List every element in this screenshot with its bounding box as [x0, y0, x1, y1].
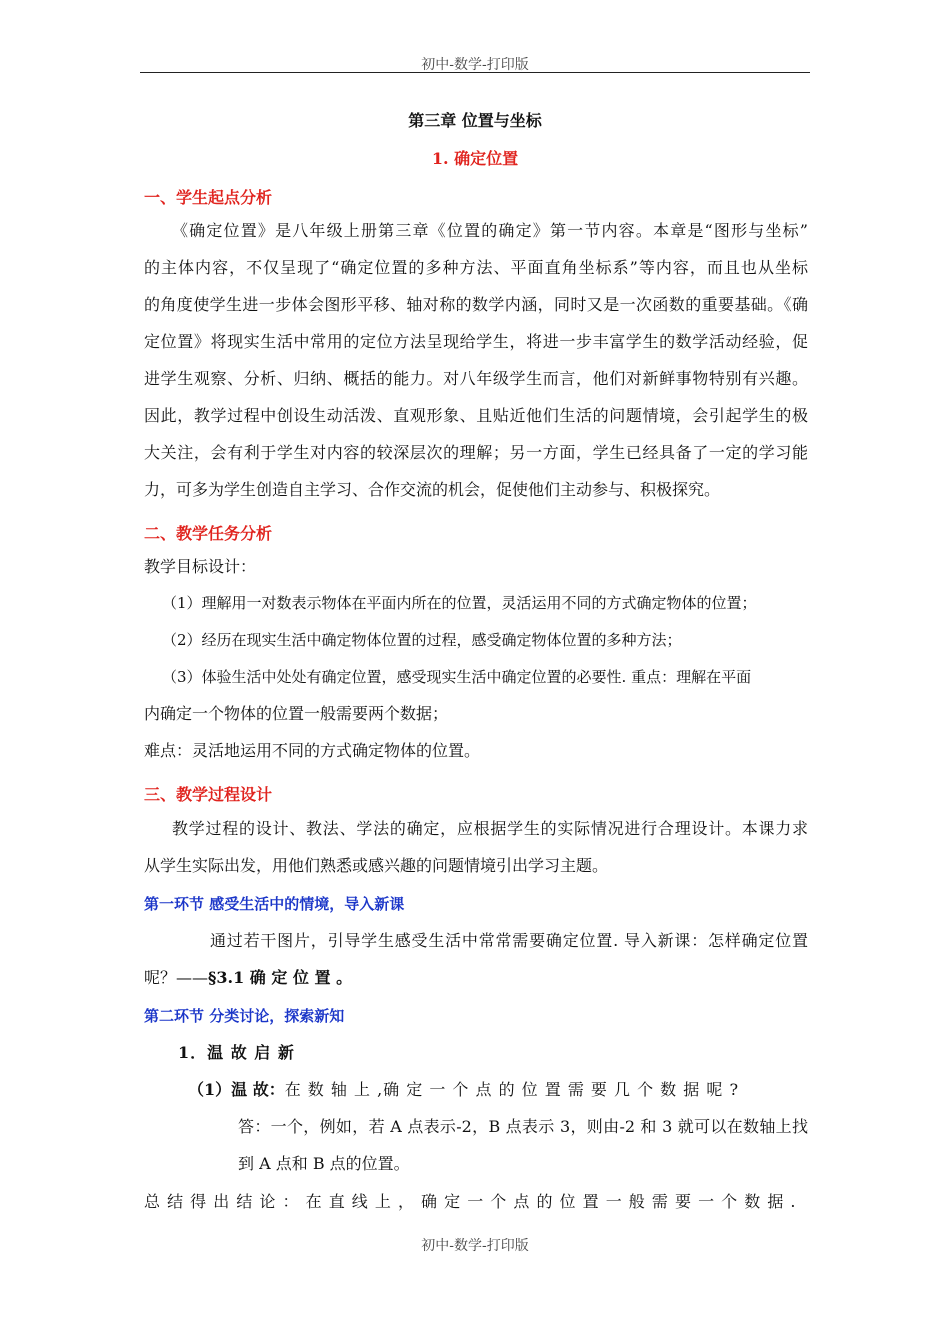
- difficulty-text: 难点：灵活地运用不同的方式确定物体的位置。: [144, 741, 481, 760]
- review-title: 1．温 故 启 新: [178, 1043, 295, 1062]
- question-text: 在 数 轴 上 ,确 定 一 个 点 的 位 置 需 要 几 个 数 据 呢 ?: [284, 1080, 740, 1099]
- page-footer: 初中-数学-打印版: [421, 1238, 529, 1254]
- step1-line-2-text: 呢？——: [144, 968, 209, 987]
- section1-line-2: 的主体内容，不仅呈现了“确定位置的多种方法、平面直角坐标系”等内容，而且也从坐标: [144, 258, 808, 277]
- section1-line-4: 定位置》将现实生活中常用的定位方法呈现给学生，将进一步丰富学生的数学活动经验，促: [144, 332, 808, 351]
- goal-2: （2）经历在现实生活中确定物体位置的过程，感受确定物体位置的多种方法；: [162, 631, 682, 649]
- page-header: 初中-数学-打印版: [421, 57, 529, 73]
- answer-line-1: 答：一个，例如，若 A 点表示-2，B 点表示 3，则由-2 和 3 就可以在数轴上找: [238, 1117, 808, 1136]
- section1-line-5: 进学生观察、分析、归纳、概括的能力。对八年级学生而言，他们对新鲜事物特别有兴趣。: [144, 369, 808, 388]
- goal-3: （3）体验生活中处处有确定位置，感受现实生活中确定位置的必要性. 重点：理解在平面: [162, 668, 752, 686]
- section1-heading: 一、学生起点分析: [144, 188, 273, 207]
- section3-heading: 三、教学过程设计: [144, 785, 273, 804]
- review-question: [188, 1079, 739, 1101]
- section2-heading: 二、教学任务分析: [144, 524, 273, 543]
- question-label: （1）温 故：: [188, 1080, 285, 1099]
- conclusion: 总 结 得 出 结 论 ： 在 直 线 上 ， 确 定 一 个 点 的 位 置 一 般 需 要 一 个 数 据 .: [144, 1192, 797, 1211]
- header-rule: [140, 72, 810, 73]
- section1-line-7: 大关注，会有利于学生对内容的较深层次的理解；另一方面，学生已经具备了一定的学习能: [144, 443, 808, 462]
- goal-1: （1）理解用一对数表示物体在平面内所在的位置，灵活运用不同的方式确定物体的位置；: [162, 594, 757, 612]
- section3-line-1: 教学过程的设计、教法、学法的确定，应根据学生的实际情况进行合理设计。本课力求: [172, 819, 808, 838]
- answer-line-2: 到 A 点和 B 点的位置。: [238, 1154, 410, 1173]
- section1-line-6: 因此，教学过程中创设生动活泼、直观形象、且贴近他们生活的问题情境，会引起学生的极: [144, 406, 808, 425]
- lesson-title: 1. 确定位置: [431, 149, 519, 168]
- step1-line-2: [144, 967, 352, 989]
- section1-line-3: 的角度使学生进一步体会图形平移、轴对称的数学内涵，同时又是一次函数的重要基础。《确: [144, 295, 808, 314]
- chapter-title: 第三章 位置与坐标: [408, 111, 542, 130]
- step1-heading: 第一环节 感受生活中的情境，导入新课: [144, 895, 405, 913]
- section3-line-2: 从学生实际出发，用他们熟悉或感兴趣的问题情境引出学习主题。: [144, 856, 609, 875]
- step2-heading: 第二环节 分类讨论，探索新知: [144, 1007, 345, 1025]
- goal-3-continued: 内确定一个物体的位置一般需要两个数据；: [144, 704, 449, 723]
- goals-intro: 教学目标设计：: [144, 557, 257, 576]
- section-ref: §3.1 确 定 位 置 。: [208, 968, 353, 987]
- step1-line-1: 通过若干图片，引导学生感受生活中常常需要确定位置. 导入新课：怎样确定位置: [210, 931, 808, 950]
- section1-line-1: 《确定位置》是八年级上册第三章《位置的确定》第一节内容。本章是“图形与坐标”: [172, 221, 808, 240]
- section1-line-8: 力，可多为学生创造自主学习、合作交流的机会，促使他们主动参与、积极探究。: [144, 480, 721, 499]
